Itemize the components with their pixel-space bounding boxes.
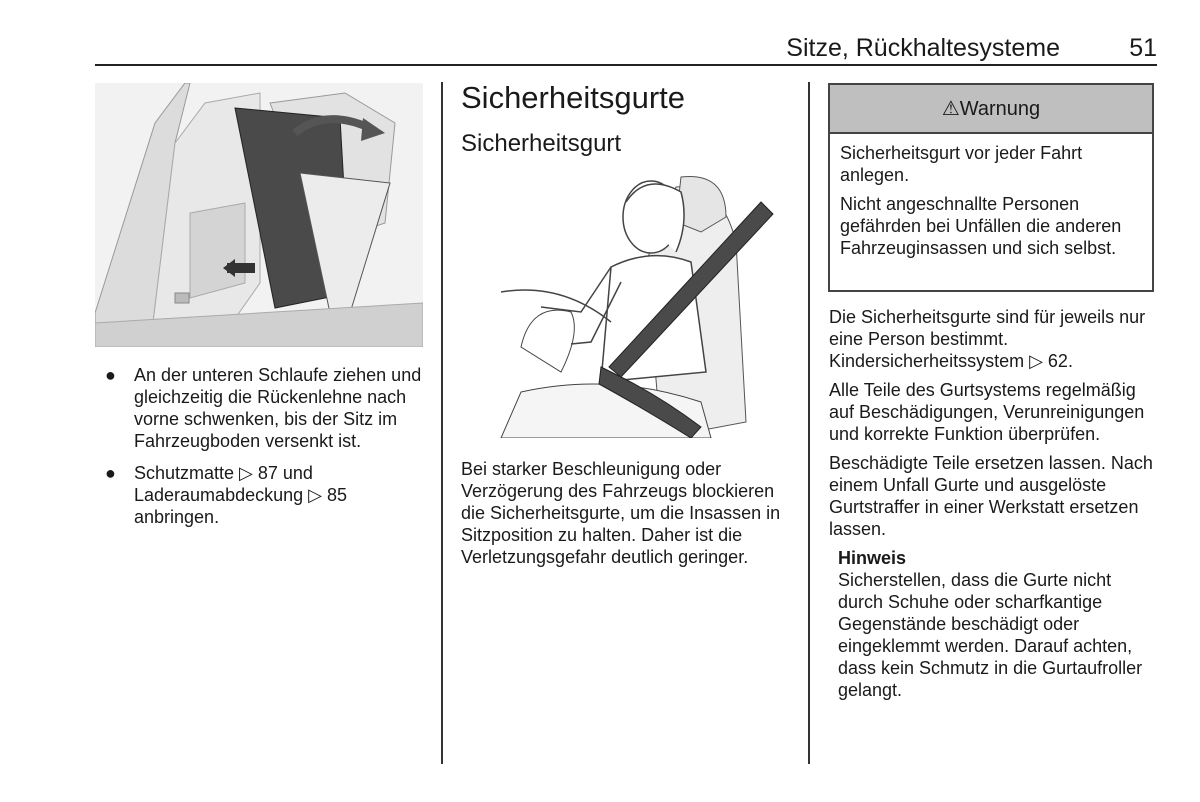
section-heading: Sicherheitsgurt	[461, 130, 622, 157]
warning-body	[830, 134, 1152, 259]
right-column-text	[829, 306, 1155, 701]
warning-text: Nicht angeschnallte Personen gefährden bei Unfällen die anderen Fahrzeuginsassen und sich selbst.	[840, 194, 1122, 258]
note-block	[829, 547, 1155, 701]
section-title: Sitze, Rückhaltesysteme	[786, 34, 1060, 62]
middle-column-text	[461, 458, 791, 575]
warning-text: Sicherheitsgurt vor jeder Fahrt anlegen.	[840, 143, 1083, 185]
warning-heading: ⚠Warnung	[830, 85, 1152, 134]
page-number: 51	[1129, 34, 1157, 62]
bullet-icon: ●	[105, 365, 116, 385]
warning-box	[828, 83, 1154, 292]
body-paragraph: Alle Teile des Gurtsystems regelmäßig auf Beschädigungen, Verunreinigungen und korrekte Funktion überprüfen.	[829, 380, 1145, 444]
body-paragraph: Beschädigte Teile ersetzen lassen. Nach einem Unfall Gurte und ausgelöste Gurtstraffer in einer Werkstatt ersetzen lassen.	[829, 453, 1153, 539]
note-label: Hinweis	[838, 548, 907, 568]
seat-folding-figure	[95, 83, 423, 347]
bullet-icon: ●	[105, 463, 116, 483]
body-paragraph: Die Sicherheitsgurte sind für jeweils nur eine Person bestimmt. Kindersicherheitssystem ▷ 62.	[829, 307, 1146, 371]
instruction-list	[98, 364, 428, 528]
list-item	[98, 364, 428, 452]
page-title: Sicherheitsgurte	[461, 80, 686, 115]
list-item-text: An der unteren Schlaufe ziehen und gleichzeitig die Rückenlehne nach vorne schwenken, bis der Sitz im Fahrzeugboden versenkt ist.	[134, 365, 422, 451]
column-divider	[808, 82, 810, 764]
left-column	[98, 364, 428, 538]
body-paragraph: Bei starker Beschleunigung oder Verzögerung des Fahrzeugs blockieren die Sicherheitsgurte, um die Insassen in Sitzposition zu halten. Daher ist die Verletzungsgefahr deutlich geringer.	[461, 459, 781, 567]
list-item	[98, 462, 428, 528]
page-header	[95, 34, 1157, 66]
column-divider	[441, 82, 443, 764]
seatbelt-figure	[461, 172, 790, 438]
seat-folding-illustration	[95, 83, 423, 347]
list-item-text: Schutzmatte ▷ 87 und Laderaumabdeckung ▷ 85 anbringen.	[134, 463, 347, 527]
seatbelt-illustration	[461, 172, 790, 438]
note-text: Sicherstellen, dass die Gurte nicht durch Schuhe oder scharfkantige Gegenstände beschädigt oder eingeklemmt werden. Darauf achten, dass kein Schmutz in die Gurtaufroller gelangt.	[838, 570, 1143, 700]
